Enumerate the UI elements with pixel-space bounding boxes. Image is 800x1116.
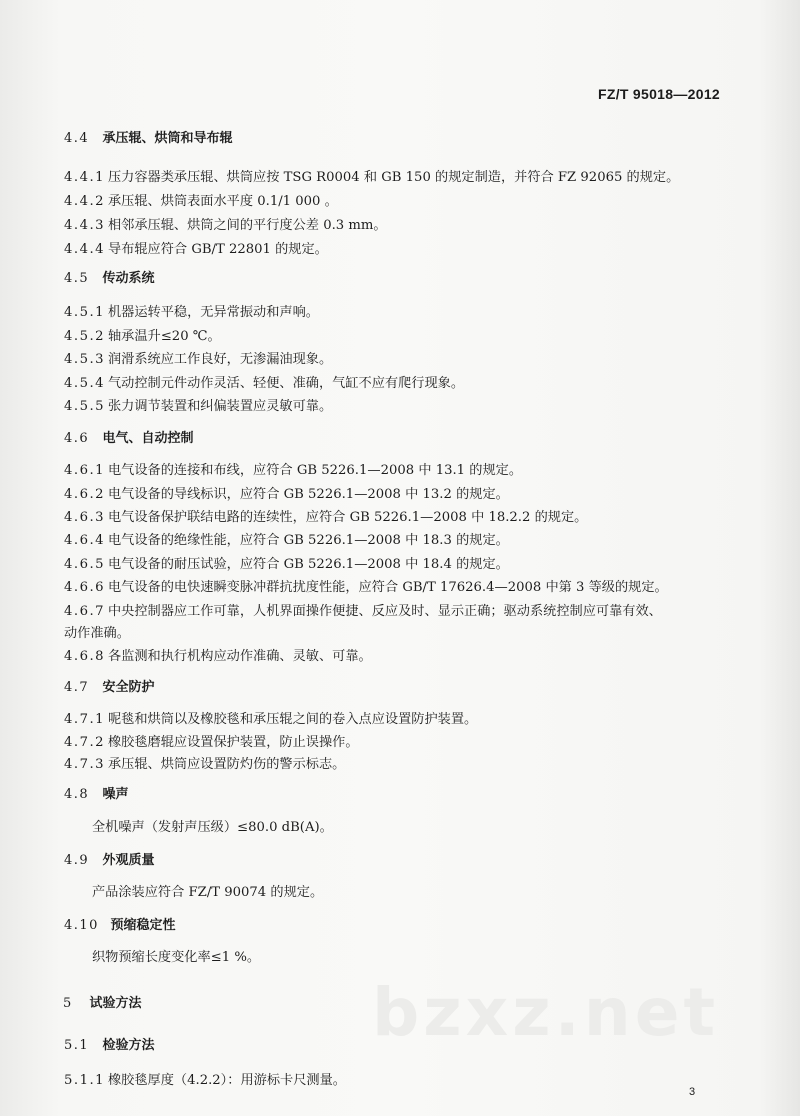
clause-4-6-6: 4.6.6 电气设备的电快速瞬变脉冲群抗扰度性能，应符合 GB/T 17626.4—2008 中第 3 等级的规定。	[64, 580, 668, 595]
clause-4-6-3: 4.6.3 电气设备保护联结电路的连续性，应符合 GB 5226.1—2008 中 18.2.2 的规定。	[64, 510, 588, 525]
clause-4-4-4: 4.4.4 导布辊应符合 GB/T 22801 的规定。	[64, 242, 328, 257]
clause-4-4-1: 4.4.1 压力容器类承压辊、烘筒应按 TSG R0004 和 GB 150 的规定制造，并符合 FZ 92065 的规定。	[64, 170, 680, 185]
section-heading-4-4: 4.4 承压辊、烘筒和导布辊	[64, 131, 233, 146]
standard-code: FZ/T 95018—2012	[597, 86, 720, 102]
section-heading-4-7: 4.7 安全防护	[64, 680, 155, 695]
clause-4-5-3: 4.5.3 润滑系统应工作良好，无渗漏油现象。	[64, 352, 333, 367]
clause-4-6-7-continuation: 动作准确。	[64, 626, 130, 641]
clause-4-6-2: 4.6.2 电气设备的导线标识，应符合 GB 5226.1—2008 中 13.2 的规定。	[64, 487, 509, 502]
page-number: 3	[689, 1086, 696, 1098]
section-heading-4-6: 4.6 电气、自动控制	[64, 431, 194, 446]
clause-4-6-8: 4.6.8 各监测和执行机构应动作准确、灵敏、可靠。	[64, 649, 372, 664]
section-heading-5-1: 5.1 检验方法	[64, 1038, 155, 1053]
clause-4-5-2: 4.5.2 轴承温升≤20 ℃。	[64, 329, 221, 344]
section-4-9-body: 产品涂装应符合 FZ/T 90074 的规定。	[92, 885, 324, 900]
clause-4-7-1: 4.7.1 呢毯和烘筒以及橡胶毯和承压辊之间的卷入点应设置防护装置。	[64, 712, 478, 727]
clause-4-6-5: 4.6.5 电气设备的耐压试验，应符合 GB 5226.1—2008 中 18.4 的规定。	[64, 557, 509, 572]
clause-4-5-1: 4.5.1 机器运转平稳，无异常振动和声响。	[64, 305, 319, 320]
clause-4-7-3: 4.7.3 承压辊、烘筒应设置防灼伤的警示标志。	[64, 757, 346, 772]
clause-4-4-3: 4.4.3 相邻承压辊、烘筒之间的平行度公差 0.3 mm。	[64, 218, 387, 233]
clause-5-1-1: 5.1.1 橡胶毯厚度（4.2.2）：用游标卡尺测量。	[64, 1073, 346, 1088]
section-heading-4-8: 4.8 噪声	[64, 787, 129, 802]
section-4-10-body: 织物预缩长度变化率≤1 %。	[92, 950, 261, 965]
clause-4-7-2: 4.7.2 橡胶毯磨辊应设置保护装置，防止误操作。	[64, 735, 359, 750]
clause-4-6-1: 4.6.1 电气设备的连接和布线，应符合 GB 5226.1—2008 中 13.1 的规定。	[64, 463, 523, 478]
clause-4-6-7: 4.6.7 中央控制器应工作可靠，人机界面操作便捷、反应及时、显示正确；驱动系统控制应可靠有效、	[64, 604, 662, 619]
section-heading-4-5: 4.5 传动系统	[64, 271, 155, 286]
watermark: bzxz.net	[372, 974, 720, 1051]
section-heading-4-10: 4.10 预缩稳定性	[64, 918, 176, 933]
clause-4-5-4: 4.5.4 气动控制元件动作灵活、轻便、准确，气缸不应有爬行现象。	[64, 376, 465, 391]
clause-4-6-4: 4.6.4 电气设备的绝缘性能，应符合 GB 5226.1—2008 中 18.3 的规定。	[64, 533, 509, 548]
clause-4-4-2: 4.4.2 承压辊、烘筒表面水平度 0.1/1 000 。	[64, 194, 338, 209]
section-heading-4-9: 4.9 外观质量	[64, 853, 155, 868]
section-4-8-body: 全机噪声（发射声压级）≤80.0 dB(A)。	[92, 820, 333, 835]
clause-4-5-5: 4.5.5 张力调节装置和纠偏装置应灵敏可靠。	[64, 399, 333, 414]
chapter-heading-5: 5 试验方法	[63, 996, 142, 1011]
